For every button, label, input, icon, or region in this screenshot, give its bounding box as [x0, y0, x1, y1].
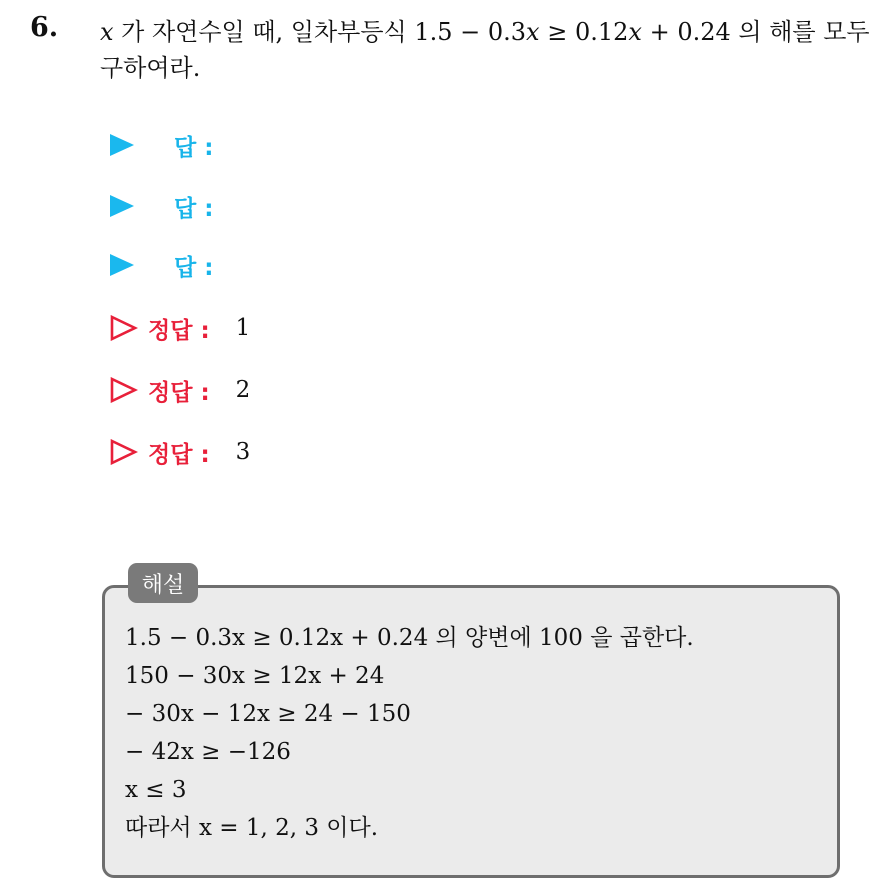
correct-answer-row [110, 308, 250, 348]
outline-triangle-icon [110, 377, 138, 403]
answer-label: 답 : [174, 195, 214, 222]
question-text-part2: ≥ 0.12 [539, 18, 629, 46]
correct-answer-row [110, 432, 250, 472]
answer-label: 답 : [174, 254, 214, 281]
play-triangle-icon [110, 134, 134, 156]
correct-answer-value: 2 [235, 377, 251, 403]
question-text-part3: + 0.24 의 해를 모두 구하여라. [100, 18, 870, 82]
explanation-line: − 42x ≥ −126 [125, 739, 291, 765]
answer-row[interactable] [110, 245, 213, 285]
correct-answer-label: 정답 : [148, 317, 210, 344]
correct-answer-value: 1 [235, 315, 251, 341]
explanation-line: − 30x − 12x ≥ 24 − 150 [125, 701, 411, 727]
explanation-line: 따라서 x = 1, 2, 3 이다. [125, 815, 379, 841]
explanation-line: x ≤ 3 [125, 777, 187, 803]
question-text-part1: 가 자연수일 때, 일차부등식 1.5 − 0.3 [113, 18, 527, 46]
correct-answer-label: 정답 : [148, 441, 210, 468]
outline-triangle-icon [110, 315, 138, 341]
question-text [100, 14, 870, 86]
variable-x: x [628, 18, 642, 46]
correct-answer-value: 3 [235, 439, 251, 465]
explanation-tab: 해설 [128, 563, 198, 603]
outline-triangle-icon [110, 439, 138, 465]
answer-row[interactable] [110, 125, 213, 165]
explanation-line: 150 − 30x ≥ 12x + 24 [125, 663, 385, 689]
correct-answer-row [110, 370, 250, 410]
variable-x: x [526, 18, 540, 46]
answer-row[interactable] [110, 186, 213, 226]
play-triangle-icon [110, 195, 134, 217]
variable-x: x [100, 18, 114, 46]
question-number: 6. [30, 12, 59, 43]
answer-label: 답 : [174, 134, 214, 161]
explanation-line: 1.5 − 0.3x ≥ 0.12x + 0.24 의 양변에 100 을 곱한다. [125, 625, 694, 651]
explanation-content [125, 619, 694, 847]
correct-answer-label: 정답 : [148, 379, 210, 406]
play-triangle-icon [110, 254, 134, 276]
